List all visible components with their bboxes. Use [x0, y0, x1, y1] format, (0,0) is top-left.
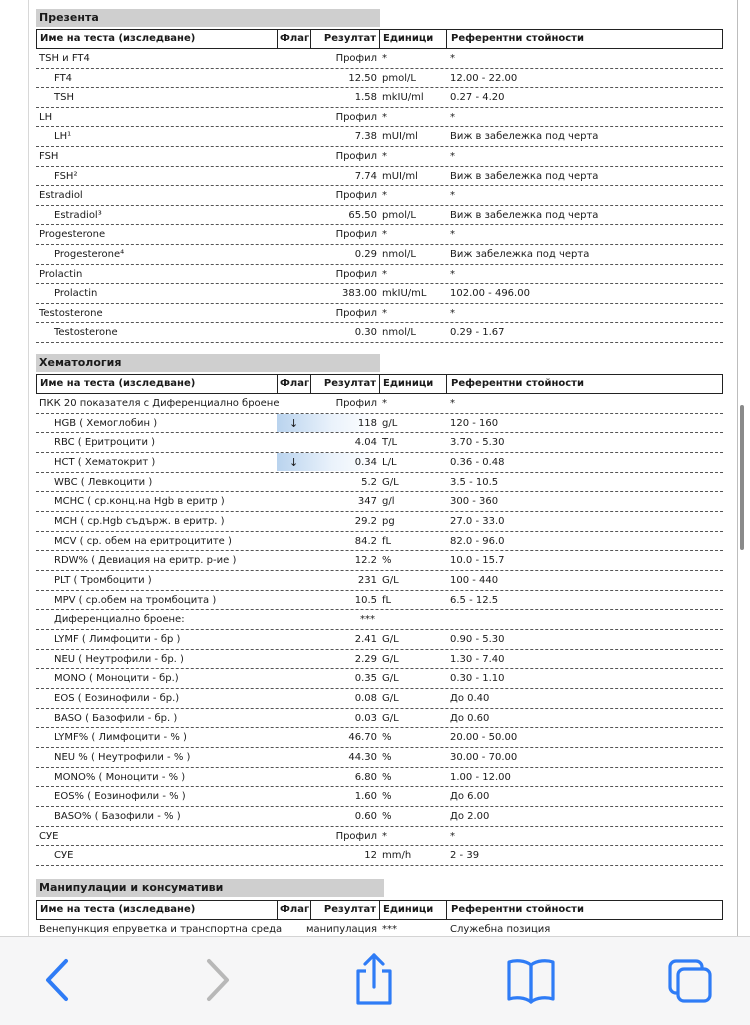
test-name: MCH ( ср.Hgb съдърж. в еритр. ) — [54, 516, 225, 528]
forward-button[interactable] — [187, 949, 247, 1009]
unit-value: *** — [382, 924, 397, 935]
table-row — [36, 827, 723, 847]
test-name: MONO ( Моноцити - бр.) — [54, 673, 179, 685]
result-value: Профил — [335, 229, 377, 241]
result-value: 2.29 — [354, 653, 377, 665]
unit-value: * — [382, 53, 387, 64]
table-row — [36, 669, 723, 689]
reference-range: 0.27 - 4.20 — [450, 92, 505, 104]
test-name: RBC ( Еритроцити ) — [54, 437, 156, 449]
unit-value: % — [382, 771, 392, 783]
unit-value: G/L — [382, 634, 399, 646]
result-value: 29.2 — [354, 516, 377, 528]
test-name: RDW% ( Девиация на еритр. р-ие ) — [54, 555, 237, 567]
result-value: Профил — [335, 398, 377, 409]
test-name: EOS ( Еозинофили - бр.) — [54, 693, 180, 705]
result-value: Профил — [335, 268, 377, 280]
unit-value: g/L — [382, 417, 398, 429]
browser-toolbar — [0, 936, 750, 1025]
header-name: Име на теста (изследване) — [40, 33, 196, 44]
unit-value: pmol/L — [382, 72, 416, 84]
reference-range: 1.30 - 7.40 — [450, 653, 505, 665]
test-name: WBC ( Левкоцити ) — [54, 476, 153, 488]
reference-range: 0.30 - 1.10 — [450, 673, 505, 685]
header-units: Единици — [383, 904, 434, 915]
unit-value: * — [382, 151, 387, 162]
tabs-icon — [660, 949, 720, 1009]
table-row — [36, 512, 723, 532]
reference-range: 3.5 - 10.5 — [450, 476, 499, 488]
table-row — [36, 846, 723, 866]
unit-value: nmol/L — [382, 249, 416, 260]
unit-value: mUI/ml — [382, 170, 418, 182]
table-row — [36, 304, 723, 324]
table-row — [36, 610, 723, 630]
unit-value: % — [382, 555, 392, 567]
test-name: СУЕ — [54, 850, 74, 862]
table-row — [36, 394, 723, 414]
result-value: 118 — [357, 417, 377, 429]
test-name: Estradiol — [39, 190, 83, 202]
result-value: 84.2 — [354, 535, 377, 547]
reference-range: * — [450, 307, 455, 319]
share-icon — [344, 949, 404, 1009]
result-value: 0.29 — [354, 249, 377, 260]
reference-range: 0.36 - 0.48 — [450, 457, 505, 468]
result-value: 12.50 — [348, 72, 377, 84]
test-name: LYMF% ( Лимфоцити - % ) — [54, 732, 187, 744]
reference-range: До 6.00 — [450, 791, 490, 803]
header-flag: Флаг — [280, 904, 310, 915]
result-value: 2.41 — [354, 634, 377, 646]
test-name: TSH и FT4 — [39, 53, 90, 64]
reference-range: До 0.60 — [450, 712, 490, 724]
reference-range: * — [450, 111, 455, 123]
unit-value: % — [382, 752, 392, 764]
result-value: Профил — [335, 151, 377, 162]
table-row — [36, 591, 723, 611]
test-name: LH — [39, 111, 53, 123]
table-row — [36, 748, 723, 768]
reference-range: 2 - 39 — [450, 850, 480, 862]
result-value: 7.38 — [354, 131, 377, 143]
result-value: 46.70 — [348, 732, 377, 744]
table-row — [36, 728, 723, 748]
unit-value: * — [382, 830, 387, 842]
unit-value: * — [382, 268, 387, 280]
table-row — [36, 473, 723, 493]
result-value: *** — [360, 614, 375, 626]
header-result: Резултат — [323, 378, 376, 389]
reference-range: * — [450, 830, 455, 842]
table-row — [36, 69, 723, 89]
unit-value: g/l — [382, 496, 395, 508]
table-header-manipulations — [36, 900, 723, 920]
result-value: 0.08 — [354, 693, 377, 705]
table-header-hormones — [36, 29, 723, 49]
result-value: 4.04 — [354, 437, 377, 449]
result-value: 5.2 — [361, 476, 377, 488]
test-name: HGB ( Хемоглобин ) — [54, 417, 158, 429]
chevron-right-icon — [187, 949, 247, 1009]
unit-value: fL — [382, 594, 392, 606]
table-row — [36, 433, 723, 453]
unit-value: % — [382, 791, 392, 803]
unit-value: mkIU/mL — [382, 288, 427, 300]
test-name: NEU % ( Неутрофили - % ) — [54, 752, 191, 764]
reference-range: * — [450, 268, 455, 280]
table-row — [36, 532, 723, 552]
unit-value: T/L — [382, 437, 398, 449]
table-row — [36, 265, 723, 285]
test-name: Testosterone — [39, 307, 103, 319]
test-name: Progesterone — [39, 229, 106, 241]
unit-value: mkIU/ml — [382, 92, 424, 104]
reference-range: 102.00 - 496.00 — [450, 288, 530, 300]
result-value: 0.30 — [354, 327, 377, 339]
header-name: Име на теста (изследване) — [40, 378, 196, 389]
result-value: 12.2 — [354, 555, 377, 567]
scrollbar[interactable] — [740, 405, 744, 550]
header-flag: Флаг — [280, 33, 310, 44]
header-result: Резултат — [323, 33, 376, 44]
page-right-edge — [737, 0, 738, 936]
reference-range: До 0.40 — [450, 693, 490, 705]
page-left-rule — [28, 0, 29, 936]
result-value: 6.80 — [354, 771, 377, 783]
table-row — [36, 245, 723, 265]
table-header-hematology — [36, 374, 723, 394]
header-units: Единици — [383, 33, 434, 44]
test-name: Диференциално броене: — [54, 614, 185, 626]
table-row — [36, 650, 723, 670]
result-value: 347 — [357, 496, 377, 508]
reference-range: * — [450, 229, 455, 241]
unit-value: nmol/L — [382, 327, 416, 339]
table-row — [36, 108, 723, 128]
reference-range: 0.29 - 1.67 — [450, 327, 505, 339]
reference-range: 1.00 - 12.00 — [450, 771, 511, 783]
test-name: FT4 — [54, 72, 73, 84]
reference-range: Виж забележка под черта — [450, 249, 590, 260]
header-ref: Референтни стойности — [451, 904, 584, 915]
result-value: 0.35 — [354, 673, 377, 685]
test-name: Венепункция епруветка и транспортна среда — [39, 924, 283, 935]
test-name: NEU ( Неутрофили - бр. ) — [54, 653, 184, 665]
table-row — [36, 571, 723, 591]
table-row — [36, 709, 723, 729]
test-name: MONO% ( Моноцити - % ) — [54, 771, 186, 783]
reference-range: 120 - 160 — [450, 417, 499, 429]
test-name: MCHC ( ср.конц.на Hgb в еритр ) — [54, 496, 225, 508]
reference-range: 20.00 - 50.00 — [450, 732, 518, 744]
unit-value: G/L — [382, 575, 399, 587]
test-name: FSH — [39, 151, 59, 162]
unit-value: * — [382, 190, 387, 202]
table-row — [36, 453, 723, 473]
reference-range: 6.5 - 12.5 — [450, 594, 499, 606]
reference-range: Виж в забележка под черта — [450, 170, 599, 182]
table-row — [36, 414, 723, 434]
test-name: Testosterone — [54, 327, 118, 339]
chevron-left-icon — [28, 949, 88, 1009]
result-value: 383.00 — [342, 288, 377, 300]
result-value: 65.50 — [348, 209, 377, 221]
reference-range: До 2.00 — [450, 811, 490, 823]
result-value: 12 — [364, 850, 377, 862]
unit-value: G/L — [382, 673, 399, 685]
table-row — [36, 88, 723, 108]
reference-range: 300 - 360 — [450, 496, 499, 508]
test-name: Prolactin — [54, 288, 98, 300]
result-value: Профил — [335, 190, 377, 202]
table-row — [36, 689, 723, 709]
section-title-hematology: Хематология — [36, 354, 380, 372]
back-button[interactable] — [28, 949, 88, 1009]
header-result: Резултат — [323, 904, 376, 915]
header-flag: Флаг — [280, 378, 310, 389]
tabs-button[interactable] — [660, 949, 720, 1009]
arrow-down-icon: ↓ — [289, 456, 299, 469]
reference-range: Служебна позиция — [450, 924, 551, 935]
reference-range: * — [450, 151, 455, 162]
reference-range: 0.90 - 5.30 — [450, 634, 505, 646]
table-row — [36, 206, 723, 226]
share-button[interactable] — [344, 949, 404, 1009]
result-value: 0.34 — [354, 457, 377, 468]
unit-value: pmol/L — [382, 209, 416, 221]
header-units: Единици — [383, 378, 434, 389]
unit-value: % — [382, 732, 392, 744]
result-value: 1.60 — [354, 791, 377, 803]
book-icon — [501, 949, 561, 1009]
result-value: 0.03 — [354, 712, 377, 724]
table-row — [36, 323, 723, 343]
reference-range: 82.0 - 96.0 — [450, 535, 505, 547]
table-row — [36, 127, 723, 147]
unit-value: G/L — [382, 653, 399, 665]
result-value: Профил — [335, 307, 377, 319]
result-value: 231 — [357, 575, 377, 587]
table-row — [36, 551, 723, 571]
table-row — [36, 807, 723, 827]
unit-value: G/L — [382, 476, 399, 488]
header-ref: Референтни стойности — [451, 33, 584, 44]
reference-range: 27.0 - 33.0 — [450, 516, 505, 528]
result-value: Профил — [335, 53, 377, 64]
unit-value: * — [382, 111, 387, 123]
test-name: HCT ( Хематокрит ) — [54, 457, 156, 468]
test-name: TSH — [54, 92, 74, 104]
header-name: Име на теста (изследване) — [40, 904, 196, 915]
reference-range: 30.00 - 70.00 — [450, 752, 518, 764]
test-name: Prolactin — [39, 268, 83, 280]
unit-value: * — [382, 307, 387, 319]
result-value: 0.60 — [354, 811, 377, 823]
section-title-hormones: Презента — [36, 9, 380, 27]
unit-value: pg — [382, 516, 395, 528]
table-row — [36, 284, 723, 304]
arrow-down-icon: ↓ — [289, 416, 299, 430]
unit-value: mm/h — [382, 850, 412, 862]
table-row — [36, 186, 723, 206]
table-row — [36, 768, 723, 788]
reference-range: * — [450, 53, 455, 64]
unit-value: G/L — [382, 693, 399, 705]
reference-range: 10.0 - 15.7 — [450, 555, 505, 567]
table-row — [36, 225, 723, 245]
reference-range: Виж в забележка под черта — [450, 209, 599, 221]
reference-range: * — [450, 398, 455, 409]
reference-range: Виж в забележка под черта — [450, 131, 599, 143]
bookmarks-button[interactable] — [501, 949, 561, 1009]
test-name: LH¹ — [54, 131, 72, 143]
unit-value: fL — [382, 535, 392, 547]
table-row — [36, 147, 723, 167]
unit-value: G/L — [382, 712, 399, 724]
table-row — [36, 630, 723, 650]
test-name: BASO% ( Базофили - % ) — [54, 811, 181, 823]
table-row — [36, 920, 723, 936]
test-name: Estradiol³ — [54, 209, 102, 221]
table-row — [36, 49, 723, 69]
reference-range: 100 - 440 — [450, 575, 499, 587]
test-name: LYMF ( Лимфоцити - бр ) — [54, 634, 181, 646]
result-value: манипулация — [305, 924, 377, 935]
unit-value: * — [382, 229, 387, 241]
result-value: Профил — [335, 111, 377, 123]
test-name: PLT ( Тромбоцити ) — [54, 575, 152, 587]
test-name: MPV ( ср.обем на тромбоцита ) — [54, 594, 217, 606]
table-row — [36, 492, 723, 512]
result-value: 44.30 — [348, 752, 377, 764]
test-name: FSH² — [54, 170, 78, 182]
unit-value: * — [382, 398, 387, 409]
unit-value: % — [382, 811, 392, 823]
test-name: MCV ( ср. обем на еритроцитите ) — [54, 535, 232, 547]
reference-range: 12.00 - 22.00 — [450, 72, 518, 84]
result-value: Профил — [335, 830, 377, 842]
reference-range: * — [450, 190, 455, 202]
result-value: 1.58 — [354, 92, 377, 104]
test-name: СУЕ — [39, 830, 59, 842]
unit-value: mUI/ml — [382, 131, 418, 143]
header-ref: Референтни стойности — [451, 378, 584, 389]
reference-range: 3.70 - 5.30 — [450, 437, 505, 449]
unit-value: L/L — [382, 457, 397, 468]
section-title-manipulations: Манипулации и консумативи — [36, 879, 384, 897]
table-row — [36, 787, 723, 807]
test-name: BASO ( Базофили - бр. ) — [54, 712, 178, 724]
result-value: 10.5 — [354, 594, 377, 606]
test-name: Progesterone⁴ — [54, 249, 125, 260]
table-row — [36, 167, 723, 187]
test-name: EOS% ( Еозинофили - % ) — [54, 791, 186, 803]
test-name: ПКК 20 показателя с Диференциално броене — [39, 398, 280, 409]
result-value: 7.74 — [354, 170, 377, 182]
